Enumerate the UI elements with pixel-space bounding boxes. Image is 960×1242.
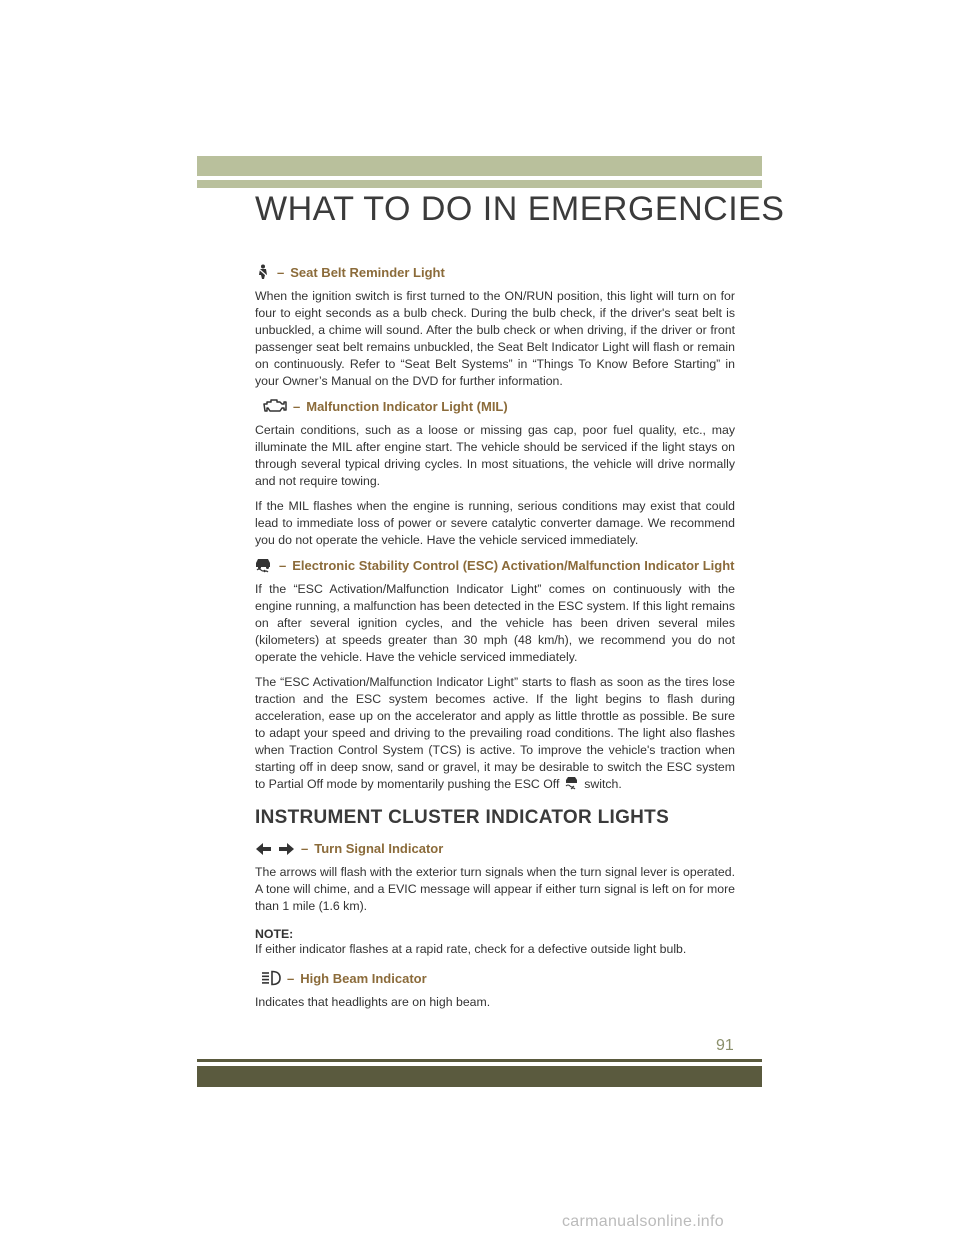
footer-band — [197, 1066, 762, 1087]
heading-dash: – — [279, 557, 287, 573]
seat-belt-icon — [255, 264, 271, 280]
esc-paragraph-1: If the “ESC Activation/Malfunction Indicator Light” comes on continuously with the engine running, a malfunction has been detected in the ESC system. If this light remains on after several ignition cycles, and the vehicle has been driven several miles (kilometers) at speeds greater than 30 mph (48 km/h), we recommend you do not operate the vehicle. Have the vehicle serviced immediately. — [255, 582, 735, 664]
mil-heading — [261, 398, 735, 414]
seat-belt-title: Seat Belt Reminder Light — [290, 264, 445, 280]
turn-signal-heading — [255, 841, 735, 856]
esc-paragraph-2 — [255, 674, 735, 795]
seat-belt-paragraph: When the ignition switch is first turned to the ON/RUN position, this light will turn on for four to eight seconds as a bulb check. During the bulb check, if the driver's seat belt is unbuckled, a chime will sound. After the bulb check or when driving, if the driver or front passenger seat belt remains unbuckled, the Seat Belt Indicator Light will flash or remain on continuously. Refer to “Seat Belt Systems” in “Things To Know Before Starting” in your Owner’s Manual on the DVD for further information. — [255, 289, 735, 388]
heading-dash: – — [293, 398, 301, 414]
esc-heading — [255, 557, 735, 573]
engine-icon — [261, 398, 287, 414]
esc-title: Electronic Stability Control (ESC) Activation/Malfunction Indicator Light — [292, 557, 735, 573]
esc-paragraph-2-end: switch. — [584, 777, 622, 791]
esc-off-icon — [565, 776, 579, 795]
heading-dash: – — [287, 970, 295, 986]
heading-dash: – — [301, 841, 309, 856]
turn-signal-paragraph: The arrows will flash with the exterior turn signals when the turn signal lever is operated. A tone will chime, and a EVIC message will appear if either turn signal is left on for more than 1 mile (1.6 km). — [255, 865, 735, 913]
note-label: NOTE: — [255, 927, 294, 941]
heading-dash: – — [277, 264, 285, 280]
footer-band-line — [197, 1059, 762, 1062]
high-beam-icon — [261, 970, 281, 986]
turn-signal-arrows-icon — [255, 842, 295, 856]
page-content — [255, 264, 735, 1019]
esc-paragraph-2-text: The “ESC Activation/Malfunction Indicator Light” starts to flash as soon as the tires lose traction and the ESC system becomes active. If the light begins to flash during acceleration, ease up on the accelerator and apply as little throttle as possible. Be sure to adapt your speed and driving to the prevailing road conditions. The light also flashes when Traction Control System (TCS) is active. To improve the vehicle's traction when starting off in deep snow, sand or gravel, it may be desirable to switch the ESC system to Partial Off mode by momentarily pushing the ESC Off — [255, 675, 735, 791]
turn-signal-title: Turn Signal Indicator — [314, 841, 444, 856]
cluster-heading: INSTRUMENT CLUSTER INDICATOR LIGHTS — [255, 807, 670, 828]
header-band — [197, 156, 762, 176]
high-beam-title: High Beam Indicator — [300, 970, 427, 986]
mil-title: Malfunction Indicator Light (MIL) — [306, 398, 508, 414]
high-beam-heading — [261, 970, 735, 986]
page-number: 91 — [716, 1037, 734, 1054]
footer-watermark: carmanualsonline.info — [562, 1213, 724, 1230]
high-beam-paragraph: Indicates that headlights are on high beam. — [255, 995, 491, 1009]
mil-paragraph-1: Certain conditions, such as a loose or missing gas cap, poor fuel quality, etc., may illuminate the MIL after engine start. The vehicle should be serviced if the light stays on through several typical driving cycles. In most situations, the vehicle will drive normally and not require towing. — [255, 423, 735, 488]
seat-belt-heading — [255, 264, 735, 280]
esc-icon — [255, 557, 273, 573]
section-title: WHAT TO DO IN EMERGENCIES — [255, 190, 785, 228]
header-band-line — [197, 180, 762, 188]
turn-signal-note: If either indicator flashes at a rapid rate, check for a defective outside light bulb. — [255, 942, 687, 956]
mil-paragraph-2: If the MIL flashes when the engine is running, serious conditions may exist that could lead to immediate loss of power or severe catalytic converter damage. We recommend you do not operate the vehicle. Have the vehicle serviced immediately. — [255, 499, 735, 547]
